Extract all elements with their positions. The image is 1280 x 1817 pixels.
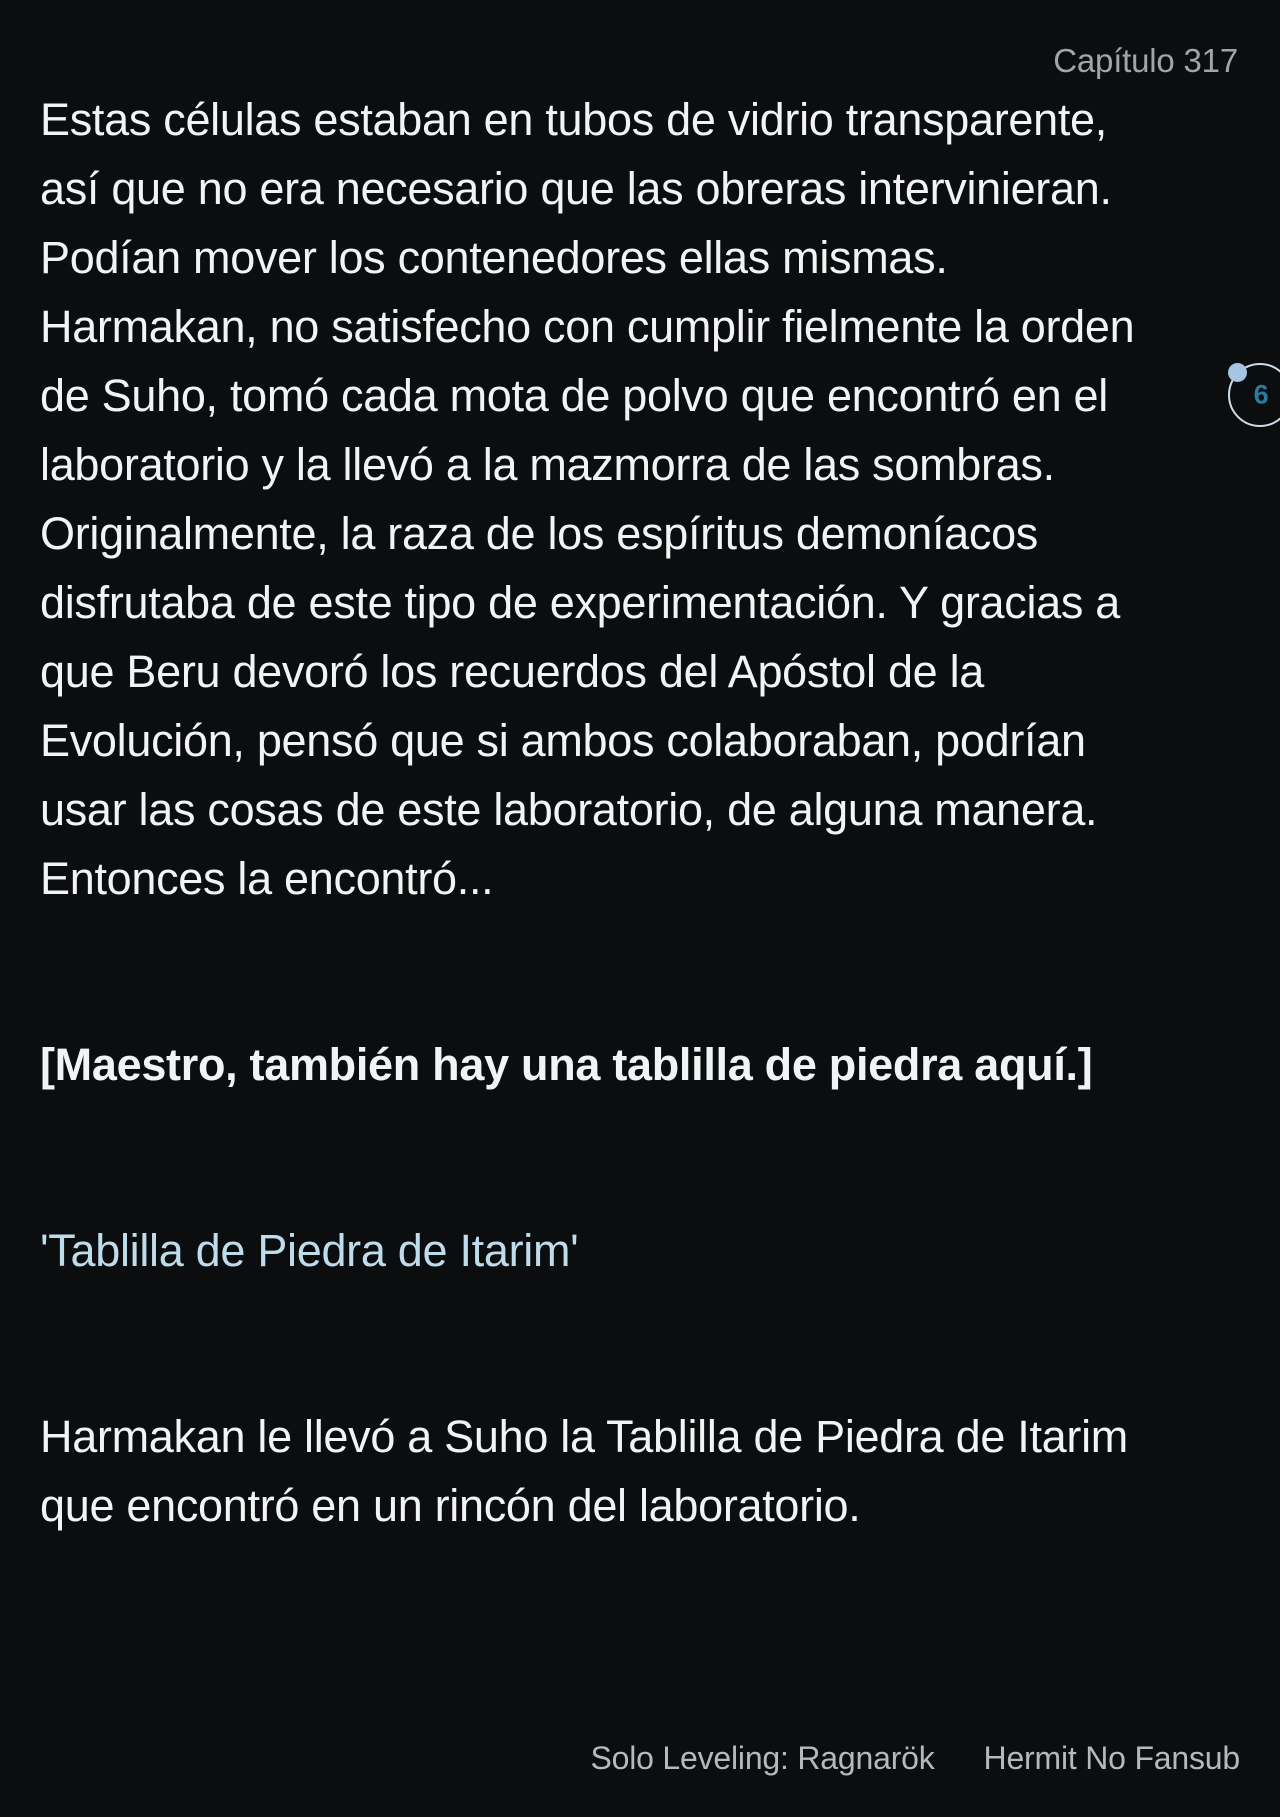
text-line: 'Tablilla de Piedra de Itarim' [40,1225,579,1276]
text-line: Harmakan le llevó a Suho la Tablilla de Piedra de Itarim [40,1411,1128,1462]
page-footer [590,1740,1240,1777]
footer-fansub-credit: Hermit No Fansub [983,1740,1240,1776]
text-line: laboratorio y la llevó a la mazmorra de las sombras. [40,439,1055,490]
text-line: que encontró en un rincón del laboratorio. [40,1480,861,1531]
paragraph [40,1402,1235,1540]
paragraph-system-message [40,1030,1235,1099]
text-line: Estas células estaban en tubos de vidrio transparente, [40,94,1107,145]
reader-content [0,85,1280,1540]
text-line: usar las cosas de este laboratorio, de alguna manera. [40,784,1098,835]
text-line: Entonces la encontró... [40,853,494,904]
paragraph-item-name [40,1216,1235,1285]
text-line: de Suho, tomó cada mota de polvo que encontró en el [40,370,1108,421]
text-line: Originalmente, la raza de los espíritus demoníacos [40,508,1039,559]
comment-count: 6 [1253,379,1269,410]
footer-series-title: Solo Leveling: Ragnarök [590,1740,935,1776]
paragraph [40,85,1235,913]
text-line: así que no era necesario que las obreras intervinieran. [40,163,1112,214]
text-line: Podían mover los contenedores ellas mismas. [40,232,948,283]
chapter-header [0,0,1280,82]
text-line: disfrutaba de este tipo de experimentación. Y gracias a [40,577,1121,628]
chapter-label: Capítulo 317 [1053,42,1238,79]
text-line: Evolución, pensó que si ambos colaboraban, podrían [40,715,1086,766]
text-line: que Beru devoró los recuerdos del Apóstol de la [40,646,985,697]
badge-dot-icon [1228,363,1247,382]
text-line: Harmakan, no satisfecho con cumplir fielmente la orden [40,301,1135,352]
text-line: [Maestro, también hay una tablilla de piedra aquí.] [40,1039,1093,1090]
